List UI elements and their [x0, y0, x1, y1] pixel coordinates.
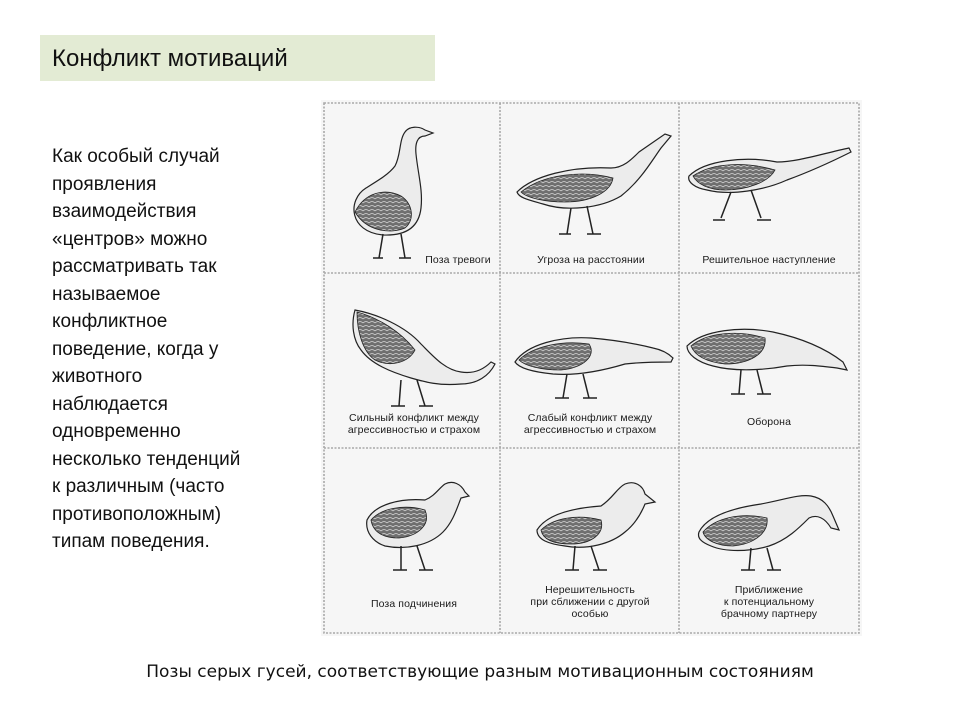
cell-label-alarm — [416, 254, 500, 266]
body-line: проявления — [52, 173, 157, 195]
cell-label-strong-conflict — [329, 412, 499, 436]
cell-label-courtship — [681, 584, 857, 620]
goose-alarm-icon — [354, 127, 433, 258]
body-line: взаимодействия — [52, 201, 197, 222]
body-line: конфликтное — [52, 311, 168, 332]
cell-label-submission — [329, 598, 499, 610]
body-line: противоположным) — [52, 503, 222, 525]
body-line: несколько тенденций — [52, 448, 241, 470]
cell-label-hesitation — [502, 584, 678, 620]
body-line: Как особый случай — [52, 146, 220, 167]
label-line: Слабый конфликт между — [527, 412, 653, 424]
label-line: агрессивностью и страхом — [523, 424, 657, 436]
cell-label-weak-conflict — [502, 412, 678, 436]
label-line: агрессивностью и страхом — [347, 424, 481, 436]
label-line: к потенциальному — [723, 596, 815, 608]
goose-defense-icon — [687, 329, 847, 394]
label-line: брачному партнеру — [720, 608, 818, 620]
goose-threat-icon — [517, 134, 671, 234]
goose-attack-icon — [689, 148, 851, 220]
label-line: Сильный конфликт между — [349, 412, 479, 424]
label-line: особью — [571, 608, 609, 620]
body-line: животного — [52, 366, 143, 387]
body-line: одновременно — [52, 421, 181, 442]
cell-label-attack — [681, 254, 857, 266]
label-line: Решительное наступление — [702, 254, 836, 266]
label-line: Угроза на расстоянии — [537, 254, 645, 266]
body-text — [52, 143, 312, 556]
goose-weak-conflict-icon — [515, 338, 673, 398]
body-line: рассматривать так — [52, 256, 217, 277]
goose-strong-conflict-icon — [353, 310, 495, 406]
label-line: Оборона — [746, 416, 792, 428]
label-line: Поза тревоги — [425, 254, 491, 266]
label-line: Приближение — [734, 584, 804, 596]
cell-label-defense — [681, 416, 857, 428]
label-line: Поза подчинения — [370, 598, 458, 610]
label-line: при сближении с другой — [530, 596, 650, 608]
body-line: наблюдается — [52, 393, 168, 415]
body-line: типам поведения. — [52, 531, 210, 552]
body-line: поведение, когда у — [52, 338, 219, 360]
slide-title: Конфликт мотиваций — [40, 35, 435, 81]
goose-hesitation-icon — [537, 483, 655, 570]
body-line: называемое — [52, 283, 161, 305]
figure-caption: Позы серых гусей, соответствующие разным мотивационным состояниям — [146, 662, 814, 682]
goose-postures-figure — [321, 100, 862, 636]
cell-label-threat — [516, 254, 666, 266]
goose-courtship-icon — [699, 496, 840, 570]
body-line: «центров» можно — [52, 228, 208, 250]
goose-submission-icon — [367, 482, 469, 570]
label-line: Нерешительность — [545, 584, 635, 596]
body-line: к различным (часто — [52, 476, 225, 497]
figure-grid — [321, 100, 862, 636]
